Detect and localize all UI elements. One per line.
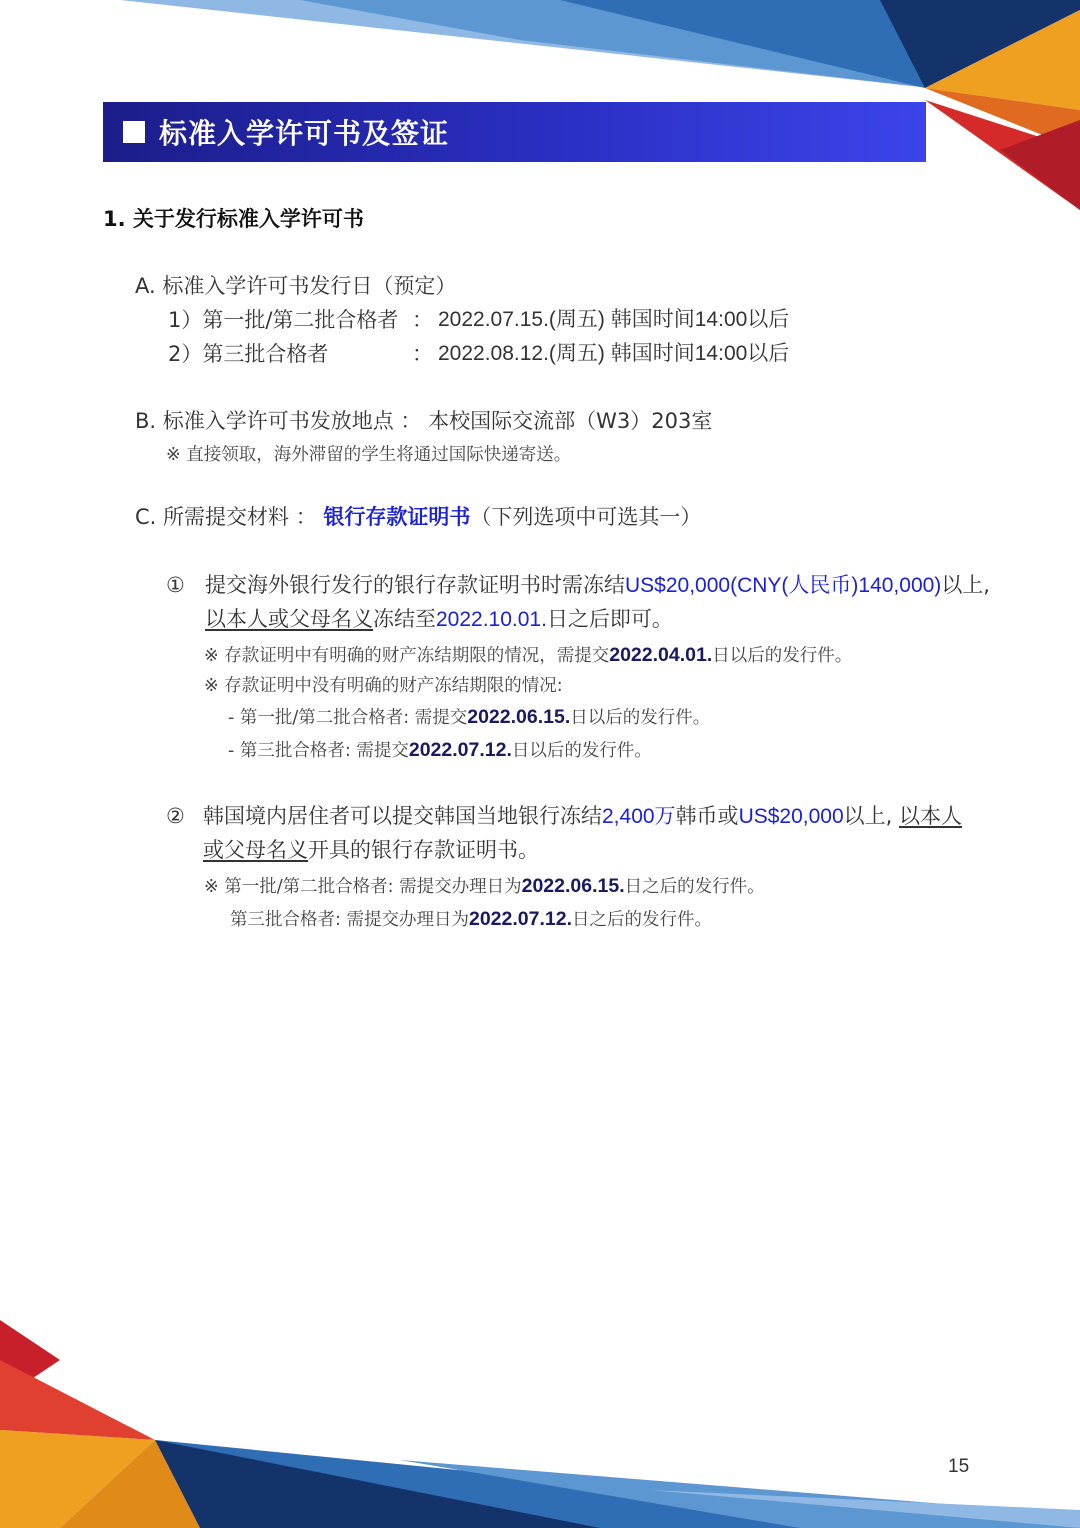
item1-line1-text: 提交海外银行发行的银行存款证明书时需冻结 xyxy=(205,573,625,597)
item1-sub1-text: - 第一批/第二批合格者: 需提交 xyxy=(228,708,468,728)
item2-amount-usd: US$20,000 xyxy=(738,805,844,828)
item-a-row1-value: 2022.07.15.(周五) 韩国时间14:00以后 xyxy=(438,308,790,331)
item-a-row1-label: 1）第一批/第二批合格者 xyxy=(168,308,399,332)
item-a-row1-colon: ： xyxy=(412,308,433,332)
section-title-bar xyxy=(103,102,926,162)
item-b-label: B. 标准入学许可书发放地点 ： 本校国际交流部（W3）203室 xyxy=(135,409,713,433)
item2-note1-text: ※ 第一批/第二批合格者: 需提交办理日为 xyxy=(204,877,522,897)
item1-line1 xyxy=(205,571,990,600)
item1-marker: ① xyxy=(166,573,185,597)
item1-line2-underlined: 以本人或父母名义 xyxy=(205,607,373,631)
item2-line2-text: 开具的银行存款证明书。 xyxy=(308,838,539,862)
item-a-row2-value: 2022.08.12.(周五) 韩国时间14:00以后 xyxy=(438,342,790,365)
item1-line2-end: 日之后即可。 xyxy=(546,607,673,631)
item1-note2: ※ 存款证明中没有明确的财产冻结期限的情况: xyxy=(204,676,563,696)
item2-note1-date: 2022.06.15. xyxy=(521,875,625,897)
item1-note1-text: ※ 存款证明中有明确的财产冻结期限的情况，需提交 xyxy=(204,646,610,666)
item1-line2-text: 冻结至 xyxy=(373,607,436,631)
item1-line1-end: 以上, xyxy=(941,573,990,597)
section-title: 标准入学许可书及签证 xyxy=(159,117,450,150)
item2-line1-text: 韩国境内居住者可以提交韩国当地银行冻结 xyxy=(203,804,602,828)
item2-line1 xyxy=(203,802,962,831)
item1-sub1-date: 2022.06.15. xyxy=(467,706,571,728)
item2-note2 xyxy=(230,905,712,934)
item1-line2 xyxy=(205,605,673,634)
item1-note1-date: 2022.04.01. xyxy=(609,644,713,666)
item2-note2-end: 日之后的发行件。 xyxy=(571,910,712,930)
item1-sub2-date: 2022.07.12. xyxy=(408,739,512,761)
item2-note1-end: 日之后的发行件。 xyxy=(624,877,765,897)
item-b-note: ※ 直接领取，海外滞留的学生将通过国际快递寄送。 xyxy=(166,445,572,465)
item1-date: 2022.10.01. xyxy=(436,608,547,631)
page-number: 15 xyxy=(948,1456,970,1477)
item-c-prefix: C. 所需提交材料 ： xyxy=(135,505,324,529)
item-a-row2-label: 2）第三批合格者 xyxy=(168,342,329,366)
item-a-row2-colon: ： xyxy=(412,342,433,366)
item1-sub2-text: - 第三批合格者: 需提交 xyxy=(228,741,409,761)
item2-marker: ② xyxy=(166,804,185,828)
item1-amount: US$20,000(CNY(人民币)140,000) xyxy=(625,574,942,597)
item1-sub2-end: 日以后的发行件。 xyxy=(511,741,652,761)
item2-line2 xyxy=(203,836,539,864)
item2-line2-underlined: 或父母名义 xyxy=(203,838,308,862)
item2-line1-mid2: 以上, xyxy=(843,804,900,828)
item2-note2-date: 2022.07.12. xyxy=(468,908,572,930)
item1-sub1-end: 日以后的发行件。 xyxy=(570,708,711,728)
item1-sub1 xyxy=(228,703,710,732)
square-bullet-icon xyxy=(123,121,145,143)
item-c-line xyxy=(135,503,701,531)
heading-1: 1. 关于发行标准入学许可书 xyxy=(103,207,364,231)
item1-note1-end: 日以后的发行件。 xyxy=(712,646,853,666)
item2-note2-text: 第三批合格者: 需提交办理日为 xyxy=(230,910,469,930)
item1-note1 xyxy=(204,641,852,670)
item2-line1-underlined: 以本人 xyxy=(899,804,963,828)
item2-note1 xyxy=(204,872,765,901)
item-c-suffix: （下列选项中可选其一） xyxy=(470,505,702,529)
item1-sub2 xyxy=(228,736,652,765)
item2-line1-mid: 韩币或 xyxy=(675,804,739,828)
item-c-highlight: 银行存款证明书 xyxy=(323,505,471,529)
item2-amount-krw: 2,400万 xyxy=(602,805,676,828)
item-a-label: A. 标准入学许可书发行日（预定） xyxy=(135,274,457,298)
